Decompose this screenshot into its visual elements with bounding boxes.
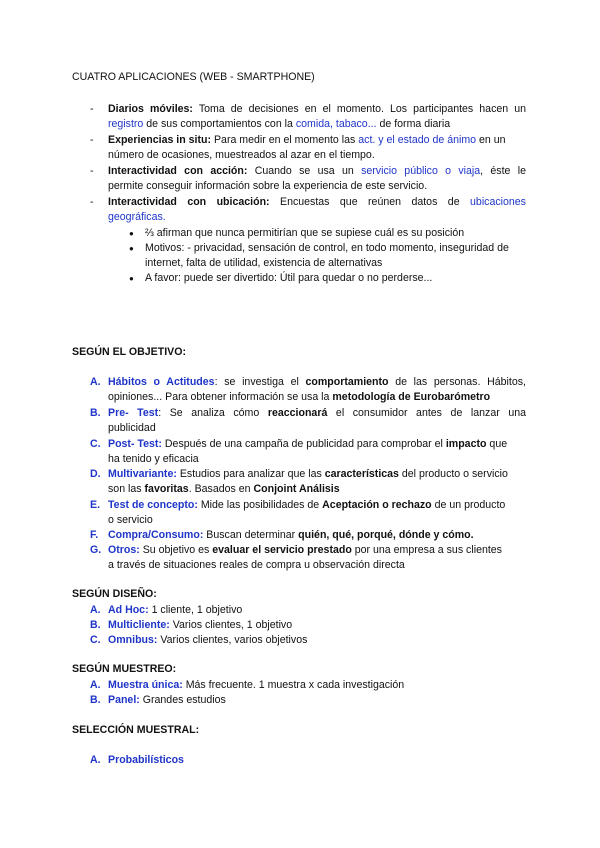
objetivo-term: Post- Test: xyxy=(108,438,162,450)
objetivo-item-line: Compra/Consumo: Buscan determinar quién, qué, porqué, dónde y cómo. xyxy=(108,529,474,541)
heading-seleccion: SELECCIÓN MUESTRAL: xyxy=(72,724,200,736)
dash-marker: - xyxy=(90,103,94,115)
objetivo-item-line: Multivariante: Estudios para analizar que las características del producto o servicio xyxy=(108,468,508,480)
list-marker: G. xyxy=(90,544,102,556)
diseno-item: Ad Hoc: 1 cliente, 1 objetivo xyxy=(108,604,243,616)
objetivo-item-line: o servicio xyxy=(108,514,153,526)
diseno-term: Multicliente: xyxy=(108,619,170,631)
list-marker: A. xyxy=(90,679,101,691)
link-ubicaciones[interactable]: ubicaciones xyxy=(470,196,526,208)
app-term: Interactividad con acción: xyxy=(108,165,248,177)
muestreo-item: Muestra única: Más frecuente. 1 muestra x cada investigación xyxy=(108,679,405,691)
list-marker: C. xyxy=(90,634,101,646)
muestreo-term: Muestra única: xyxy=(108,679,183,691)
objetivo-item-line: ha tenido y eficacia xyxy=(108,453,199,465)
link-geograficas[interactable]: geográficas. xyxy=(108,211,166,223)
bullet-icon: ● xyxy=(129,229,134,238)
objetivo-item-line: publicidad xyxy=(108,422,156,434)
objetivo-item-line: Pre- Test: Se analiza cómo reaccionará el consumidor antes de lanzar una xyxy=(108,407,526,419)
link-registro[interactable]: registro xyxy=(108,118,144,130)
bullet-icon: ● xyxy=(129,274,134,283)
app-item-line: Diarios móviles: Toma de decisiones en el momento. Los participantes hacen un xyxy=(108,103,526,115)
objetivo-item-line: opiniones... Para obtener información se usa la metodología de Eurobarómetro xyxy=(108,391,491,403)
link-servicio-publico[interactable]: servicio público o viaja xyxy=(361,165,481,177)
heading-muestreo: SEGÚN MUESTREO: xyxy=(72,663,177,675)
dash-marker: - xyxy=(90,196,94,208)
heading-objetivo: SEGÚN EL OBJETIVO: xyxy=(72,346,187,358)
list-marker: A. xyxy=(90,376,101,388)
muestreo-item: Panel: Grandes estudios xyxy=(108,694,226,706)
objetivo-term: Hábitos o Actitudes xyxy=(108,376,215,388)
bullet-text: internet, falta de utilidad, existencia de alternativas xyxy=(145,257,383,269)
objetivo-term: Otros: xyxy=(108,544,140,556)
objetivo-term: Test de concepto: xyxy=(108,499,198,511)
heading-diseno: SEGÚN DISEÑO: xyxy=(72,588,157,600)
seleccion-item xyxy=(108,753,184,768)
diseno-term: Ad Hoc: xyxy=(108,604,149,616)
list-marker: F. xyxy=(90,529,99,541)
list-marker: B. xyxy=(90,694,101,706)
list-marker: A. xyxy=(90,754,101,766)
app-term: Experiencias in situ: xyxy=(108,134,212,146)
bullet-text: ⅔ afirman que nunca permitirían que se supiese cuál es su posición xyxy=(145,227,465,239)
section-title: CUATRO APLICACIONES (WEB - SMARTPHONE) xyxy=(72,71,315,83)
objetivo-item-line: son las favoritas. Basados en Conjoint Análisis xyxy=(108,483,340,495)
link-estado-animo[interactable]: act. y el estado de ánimo xyxy=(358,134,477,146)
list-marker: C. xyxy=(90,438,101,450)
link-comida[interactable]: comida, tabaco... xyxy=(295,118,377,130)
list-marker: E. xyxy=(90,499,101,511)
app-term: Diarios móviles: xyxy=(108,103,193,115)
seleccion-term: Probabilísticos xyxy=(108,754,184,766)
diseno-item: Omnibus: Varios clientes, varios objetivos xyxy=(108,634,308,646)
objetivo-item-line: Hábitos o Actitudes: se investiga el comportamiento de las personas. Hábitos, xyxy=(108,376,526,388)
app-item-line: permite conseguir información sobre la experiencia de este servicio. xyxy=(108,180,428,192)
list-marker: B. xyxy=(90,407,101,419)
list-marker: D. xyxy=(90,468,101,480)
app-item-line: número de ocasiones, muestreados al azar en el tiempo. xyxy=(108,149,375,161)
diseno-item: Multicliente: Varios clientes, 1 objetivo xyxy=(108,619,293,631)
dash-marker: - xyxy=(90,165,94,177)
muestreo-term: Panel: xyxy=(108,694,140,706)
objetivo-term: Multivariante: xyxy=(108,468,177,480)
app-item-line: Interactividad con ubicación: Encuestas que reúnen datos de ubicaciones xyxy=(108,196,526,208)
objetivo-term: Compra/Consumo: xyxy=(108,529,204,541)
dash-marker: - xyxy=(90,134,94,146)
objetivo-item-line: Test de concepto: Mide las posibilidades de Aceptación o rechazo de un producto xyxy=(108,499,506,511)
diseno-term: Omnibus: xyxy=(108,634,158,646)
objetivo-item-line: a través de situaciones reales de compra u observación directa xyxy=(108,559,405,571)
app-item-line: Interactividad con acción: Cuando se usa un servicio público o viaja, éste le xyxy=(108,165,526,177)
bullet-text: Motivos: - privacidad, sensación de control, en todo momento, inseguridad de xyxy=(145,242,509,254)
bullet-icon: ● xyxy=(129,244,134,253)
app-item-line: registro de sus comportamientos con la comida, tabaco... de forma diaria xyxy=(108,118,451,130)
list-marker: A. xyxy=(90,604,101,616)
objetivo-term: Pre- Test xyxy=(108,407,159,419)
objetivo-item-line: Post- Test: Después de una campaña de publicidad para comprobar el impacto que xyxy=(108,438,508,450)
app-term: Interactividad con ubicación: xyxy=(108,196,270,208)
app-item-line: Experiencias in situ: Para medir en el momento las act. y el estado de ánimo en un xyxy=(108,134,506,146)
list-marker: B. xyxy=(90,619,101,631)
bullet-text: A favor: puede ser divertido: Útil para quedar o no perderse... xyxy=(145,272,433,284)
objetivo-item-line: Otros: Su objetivo es evaluar el servicio prestado por una empresa a sus clientes xyxy=(108,544,502,556)
